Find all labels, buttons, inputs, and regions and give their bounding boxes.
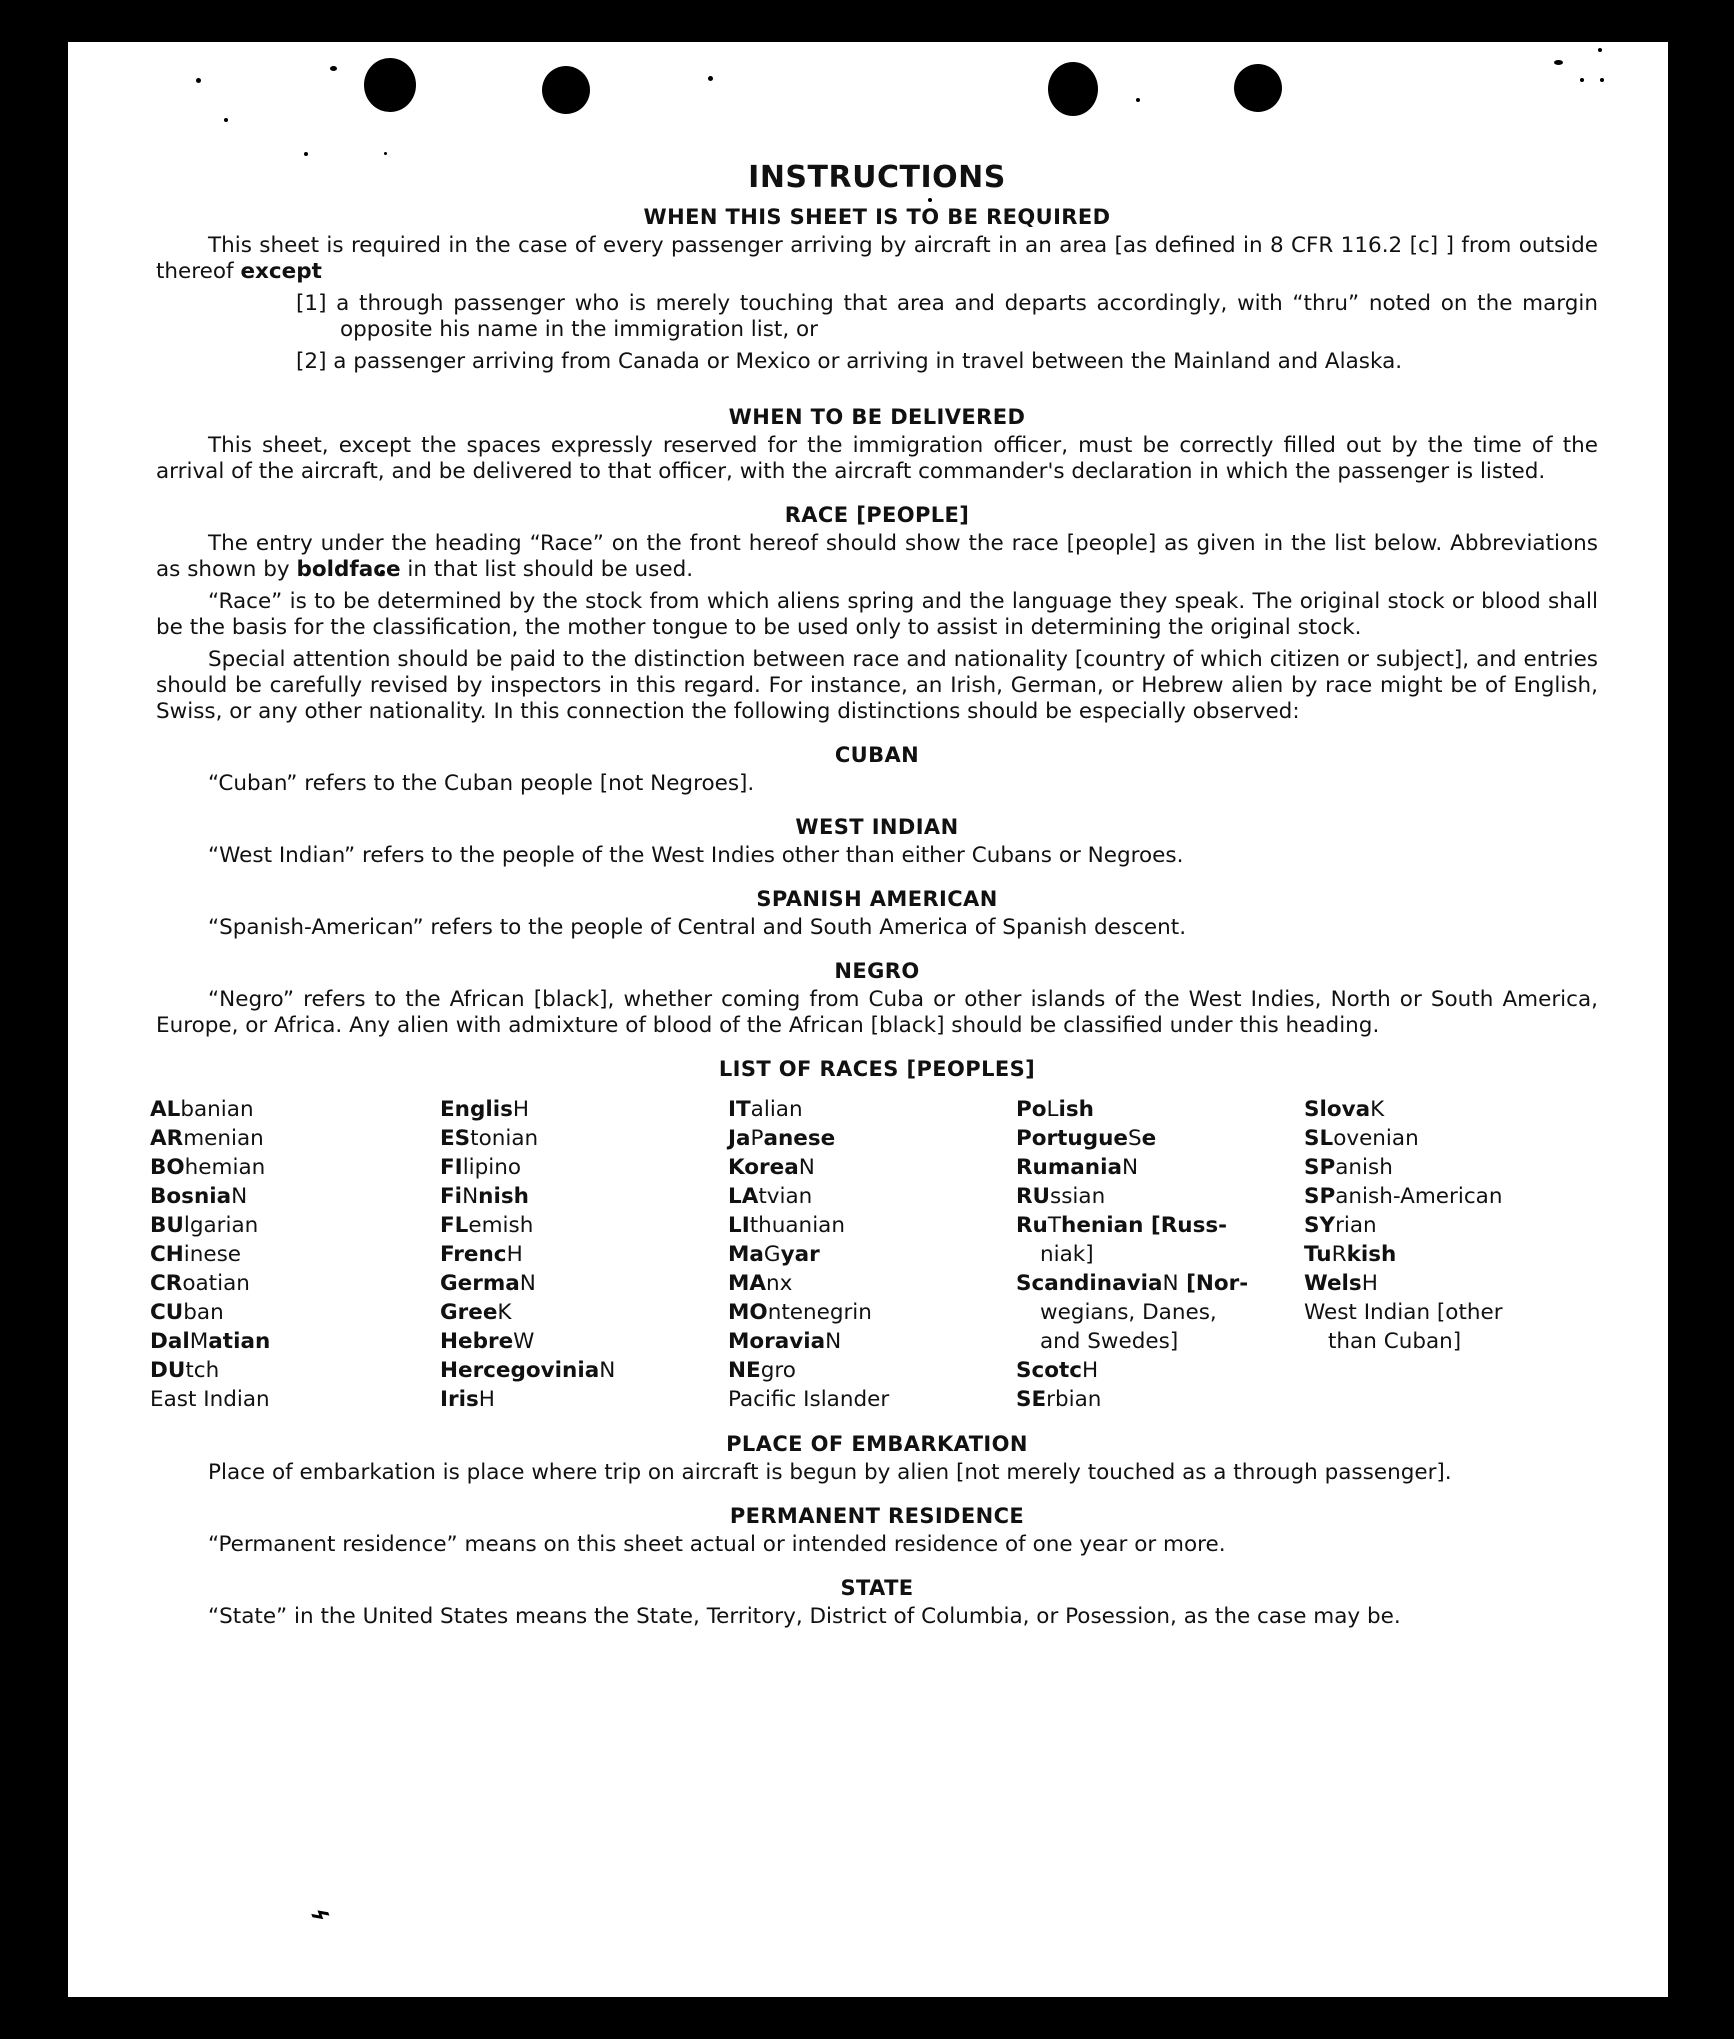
speck: [304, 152, 308, 156]
race-entry: [728, 1269, 1016, 1298]
race-abbrev: Fi: [440, 1184, 463, 1209]
punch-hole: [1234, 64, 1282, 112]
race-abbrev: Portugue: [1016, 1126, 1128, 1151]
document-page: [68, 42, 1668, 1997]
race-abbrev: Ma: [728, 1242, 764, 1267]
race-text: K: [1370, 1097, 1385, 1122]
race-entry: [1016, 1182, 1304, 1211]
race-text: menian: [183, 1126, 264, 1151]
race-abbrev: Korea: [728, 1155, 799, 1180]
race-text: N: [798, 1155, 815, 1180]
paragraph-permanent-residence: “Permanent residence” means on this sheet actual or intended residence of one year or more.: [208, 1532, 1226, 1557]
race-abbrev: kish: [1346, 1242, 1397, 1267]
race-entry: [728, 1385, 1016, 1414]
race-abbrev: Scandinavia: [1016, 1271, 1163, 1296]
race-entry: [440, 1182, 728, 1211]
heading-race: RACE [PEOPLE]: [784, 503, 970, 527]
race-abbrev: LA: [728, 1184, 759, 1209]
race-entry: [440, 1385, 728, 1414]
race-abbrev: DU: [150, 1358, 186, 1383]
race-entry: [150, 1385, 440, 1414]
race-text: N: [231, 1184, 248, 1209]
race-entry: [150, 1153, 440, 1182]
races-column: [1016, 1095, 1304, 1414]
paragraph-cuban: “Cuban” refers to the Cuban people [not Negroes].: [208, 771, 755, 796]
race-abbrev: Rumania: [1016, 1155, 1122, 1180]
race-entry: [1304, 1182, 1592, 1211]
race-entry: [1016, 1095, 1304, 1124]
races-column: [1304, 1095, 1592, 1414]
races-list: [150, 1095, 1598, 1414]
race-entry: [728, 1327, 1016, 1356]
race-text: H: [1361, 1271, 1378, 1296]
race-entry: [1016, 1124, 1304, 1153]
heading-west-indian: WEST INDIAN: [795, 815, 959, 839]
paragraph-when-delivered: This sheet, except the spaces expressly reserved for the immigration officer, must be correctly filled out by the time of the arrival of the aircraft, and be delivered to that officer, with the aircraft commander's declaration in which the passenger is listed.: [156, 433, 1598, 484]
race-abbrev: Hercegovinia: [440, 1358, 600, 1383]
text: in that list should be used.: [407, 557, 694, 582]
race-text: K: [497, 1300, 512, 1325]
race-text: rbian: [1046, 1387, 1102, 1412]
race-entry: [1016, 1269, 1304, 1298]
speck: [1598, 48, 1602, 52]
paragraph-when-required: [156, 233, 1598, 285]
speck: [224, 118, 228, 122]
race-text: N: [1162, 1271, 1179, 1296]
race-text: nx: [766, 1271, 793, 1296]
race-entry: [1304, 1153, 1592, 1182]
race-entry: [440, 1124, 728, 1153]
heading-spanish-american: SPANISH AMERICAN: [756, 887, 998, 911]
race-entry: [1304, 1124, 1592, 1153]
race-abbrev: atian: [208, 1329, 271, 1354]
race-entry: [728, 1182, 1016, 1211]
race-text: N: [462, 1184, 479, 1209]
race-abbrev: ish: [1058, 1097, 1094, 1122]
race-entry: [440, 1153, 728, 1182]
race-entry: [1304, 1327, 1592, 1356]
exception-item-1: [1] a through passenger who is merely touching that area and departs accordingly, with “thru” noted on the margin opposite his name in the immigration list, or: [296, 291, 1598, 342]
race-abbrev: henian [Russ-: [1061, 1213, 1228, 1238]
race-abbrev: ES: [440, 1126, 471, 1151]
page-title: INSTRUCTIONS: [748, 160, 1006, 195]
race-abbrev: Bosnia: [150, 1184, 232, 1209]
race-entry: [1016, 1385, 1304, 1414]
punch-hole: [542, 66, 590, 114]
race-text: banian: [180, 1097, 254, 1122]
race-text: and Swedes]: [1040, 1329, 1179, 1354]
race-text: West Indian [other: [1304, 1300, 1503, 1325]
race-entry: [150, 1240, 440, 1269]
race-text: inese: [183, 1242, 242, 1267]
race-abbrev: MA: [728, 1271, 767, 1296]
races-column: [440, 1095, 728, 1414]
speck: [708, 76, 713, 81]
race-abbrev: Gree: [440, 1300, 498, 1325]
race-text: tch: [185, 1358, 220, 1383]
race-entry: [1304, 1211, 1592, 1240]
bold-text: boldface: [296, 557, 401, 582]
race-text: S: [1128, 1126, 1142, 1151]
race-text: N: [519, 1271, 536, 1296]
race-entry: [150, 1356, 440, 1385]
race-entry: [728, 1356, 1016, 1385]
race-entry: [440, 1356, 728, 1385]
race-entry: [150, 1124, 440, 1153]
paragraph-west-indian: “West Indian” refers to the people of the West Indies other than either Cubans or Negroes.: [208, 843, 1184, 868]
race-abbrev: e: [1141, 1126, 1157, 1151]
race-text: H: [506, 1242, 523, 1267]
speck: [196, 78, 201, 83]
race-abbrev: Ja: [728, 1126, 751, 1151]
race-entry: [1304, 1240, 1592, 1269]
race-text: N: [599, 1358, 616, 1383]
paragraph-state: “State” in the United States means the State, Territory, District of Columbia, or Posession, as the case may be.: [208, 1604, 1401, 1629]
race-text: alian: [750, 1097, 803, 1122]
heading-when-required: WHEN THIS SHEET IS TO BE REQUIRED: [643, 205, 1111, 229]
speck: [330, 66, 337, 71]
race-text: ssian: [1050, 1184, 1106, 1209]
race-entry: [1304, 1095, 1592, 1124]
punch-hole: [1048, 62, 1098, 116]
race-entry: [1016, 1298, 1304, 1327]
race-text: hemian: [184, 1155, 266, 1180]
race-text: N: [825, 1329, 842, 1354]
race-text: anish: [1335, 1155, 1393, 1180]
race-entry: [728, 1095, 1016, 1124]
race-abbrev: Hebre: [440, 1329, 514, 1354]
race-text: ntenegrin: [767, 1300, 872, 1325]
bold-text: except: [240, 259, 322, 284]
text: The entry under the heading “Race” on the front hereof should show the race [people] as given in the list below. Abbreviations as shown by: [156, 531, 1598, 582]
race-abbrev: anese: [763, 1126, 836, 1151]
race-abbrev: Dal: [150, 1329, 190, 1354]
race-abbrev: CR: [150, 1271, 183, 1296]
race-text: H: [1082, 1358, 1099, 1383]
race-text: lipino: [462, 1155, 522, 1180]
race-text: ban: [183, 1300, 224, 1325]
race-entry: [440, 1298, 728, 1327]
race-abbrev: Moravia: [728, 1329, 826, 1354]
paragraph-race-3: Special attention should be paid to the distinction between race and nationality [country of which citizen or subject], and entries should be carefully revised by inspectors in this regard. For instance, an Irish, German, or Hebrew alien by race might be of English, Swiss, or any other nationality. In this connection the following distinctions should be especially observed:: [156, 647, 1598, 724]
race-entry: [1016, 1327, 1304, 1356]
heading-state: STATE: [840, 1576, 914, 1600]
race-abbrev: AL: [150, 1097, 181, 1122]
speck: [1136, 98, 1140, 102]
race-entry: [728, 1240, 1016, 1269]
paragraph-embarkation: Place of embarkation is place where trip on aircraft is begun by alien [not merely touched as a through passenger].: [208, 1460, 1452, 1485]
instructions-content: [150, 160, 1598, 1630]
speck: [1600, 78, 1604, 82]
race-entry: [150, 1182, 440, 1211]
race-text: rian: [1335, 1213, 1377, 1238]
race-text: T: [1047, 1213, 1062, 1238]
race-abbrev: SP: [1304, 1155, 1336, 1180]
race-text: niak]: [1040, 1242, 1094, 1267]
paragraph-race-1: [156, 531, 1598, 583]
speck: [1580, 78, 1584, 82]
race-entry: [150, 1095, 440, 1124]
race-abbrev: SL: [1304, 1126, 1334, 1151]
race-abbrev: nish: [478, 1184, 529, 1209]
race-abbrev: Wels: [1304, 1271, 1362, 1296]
races-column: [150, 1095, 440, 1414]
race-abbrev: RU: [1016, 1184, 1051, 1209]
race-text: Pacific Islander: [728, 1387, 890, 1412]
race-entry: [728, 1298, 1016, 1327]
race-entry: [440, 1327, 728, 1356]
race-entry: [1016, 1356, 1304, 1385]
race-entry: [440, 1269, 728, 1298]
speck: [1554, 60, 1563, 65]
race-abbrev: Slova: [1304, 1097, 1371, 1122]
race-entry: [440, 1211, 728, 1240]
heading-when-delivered: WHEN TO BE DELIVERED: [728, 405, 1026, 429]
race-abbrev: Germa: [440, 1271, 520, 1296]
heading-cuban: CUBAN: [834, 743, 920, 767]
race-text: wegians, Danes,: [1040, 1300, 1217, 1325]
race-entry: [1016, 1240, 1304, 1269]
race-entry: [150, 1211, 440, 1240]
text: This sheet is required in the case of every passenger arriving by aircraft in an area [as defined in 8 CFR 116.2 [c] ] from outside thereof: [156, 233, 1598, 284]
race-entry: [728, 1153, 1016, 1182]
race-abbrev: MO: [728, 1300, 768, 1325]
race-entry: [440, 1095, 728, 1124]
race-abbrev: Tu: [1304, 1242, 1332, 1267]
exception-item-2: [2] a passenger arriving from Canada or Mexico or arriving in travel between the Mainland and Alaska.: [296, 349, 1403, 374]
race-abbrev: Frenc: [440, 1242, 507, 1267]
race-text: P: [750, 1126, 764, 1151]
heading-negro: NEGRO: [834, 959, 920, 983]
race-entry: [1016, 1153, 1304, 1182]
race-text: than Cuban]: [1328, 1329, 1462, 1354]
race-text: M: [189, 1329, 209, 1354]
race-abbrev: BO: [150, 1155, 185, 1180]
punch-hole: [364, 58, 416, 112]
race-entry: [728, 1124, 1016, 1153]
race-text: H: [512, 1097, 530, 1122]
race-text: anish-American: [1335, 1184, 1503, 1209]
race-text: W: [513, 1329, 535, 1354]
race-text: emish: [468, 1213, 534, 1238]
race-abbrev: AR: [150, 1126, 184, 1151]
race-abbrev: SP: [1304, 1184, 1336, 1209]
paragraph-race-2: “Race” is to be determined by the stock from which aliens spring and the language they speak. The original stock or blood shall be the basis for the classification, the mother tongue to be used only to assist in determining the original stock.: [156, 589, 1598, 640]
stray-mark: ⌁: [303, 1891, 337, 1937]
race-entry: [728, 1211, 1016, 1240]
speck: [384, 152, 387, 155]
heading-permanent-residence: PERMANENT RESIDENCE: [729, 1504, 1025, 1528]
race-abbrev: SE: [1016, 1387, 1047, 1412]
race-text: gro: [760, 1358, 796, 1383]
race-text: N: [1121, 1155, 1139, 1180]
race-entry: [440, 1240, 728, 1269]
race-text: H: [478, 1387, 495, 1412]
race-abbrev: FL: [440, 1213, 469, 1238]
race-abbrev: FI: [440, 1155, 463, 1180]
race-text: R: [1331, 1242, 1347, 1267]
race-text: East Indian: [150, 1387, 270, 1412]
race-text: oatian: [182, 1271, 250, 1296]
paragraph-negro: “Negro” refers to the African [black], whether coming from Cuba or other islands of the West Indies, North or South America, Europe, or Africa. Any alien with admixture of blood of the African [black] should be classified under this heading.: [156, 987, 1598, 1038]
race-text: L: [1046, 1097, 1059, 1122]
race-abbrev: Iris: [440, 1387, 479, 1412]
race-abbrev: [Nor-: [1178, 1271, 1249, 1296]
paragraph-spanish-american: “Spanish-American” refers to the people of Central and South America of Spanish descent.: [208, 915, 1187, 940]
race-text: tonian: [470, 1126, 539, 1151]
race-entry: [1304, 1298, 1592, 1327]
race-abbrev: CH: [150, 1242, 184, 1267]
race-entry: [150, 1269, 440, 1298]
race-abbrev: BU: [150, 1213, 184, 1238]
race-text: thuanian: [749, 1213, 845, 1238]
race-text: lgarian: [183, 1213, 259, 1238]
race-abbrev: LI: [728, 1213, 750, 1238]
race-abbrev: SY: [1304, 1213, 1336, 1238]
race-abbrev: NE: [728, 1358, 761, 1383]
race-entry: [1016, 1211, 1304, 1240]
heading-embarkation: PLACE OF EMBARKATION: [726, 1432, 1028, 1456]
race-abbrev: Scotc: [1016, 1358, 1083, 1383]
race-abbrev: IT: [728, 1097, 751, 1122]
heading-list-of-races: LIST OF RACES [PEOPLES]: [718, 1057, 1036, 1081]
race-text: G: [763, 1242, 781, 1267]
race-abbrev: Ru: [1016, 1213, 1048, 1238]
race-abbrev: Po: [1016, 1097, 1047, 1122]
race-text: tvian: [758, 1184, 813, 1209]
races-column: [728, 1095, 1016, 1414]
race-entry: [150, 1298, 440, 1327]
race-entry: [1304, 1269, 1592, 1298]
race-abbrev: Englis: [440, 1097, 513, 1122]
race-entry: [150, 1327, 440, 1356]
race-abbrev: CU: [150, 1300, 184, 1325]
race-text: ovenian: [1333, 1126, 1419, 1151]
race-abbrev: yar: [780, 1242, 820, 1267]
